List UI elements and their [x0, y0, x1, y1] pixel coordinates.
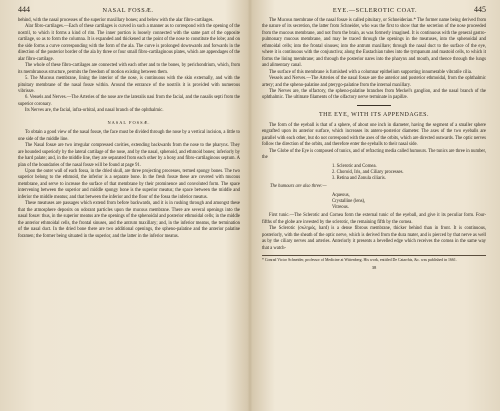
list-item: Vitreous. [332, 205, 349, 211]
paragraph: To obtain a good view of the nasal fossæ, the face must be divided through the nose by a vertical incision, a little to one side of the middle line. [18, 130, 240, 142]
right-page [250, 0, 500, 411]
right-running-head [262, 5, 486, 14]
paragraph: behind, with the nasal processes of the superior maxillary bones; and below with the alar fibro-cartilages. [18, 18, 214, 23]
left-running-title: NASAL FOSSÆ. [102, 7, 154, 14]
tunics-list [332, 164, 486, 183]
paragraph: First tunic.—The Sclerotic and Cornea form the external tunic of the eyeball, and give it its peculiar form. Four-fifths of the globe are invested by the sclerotic, the remaining fifth by the cornea. [262, 213, 486, 225]
left-page-number: 444 [18, 5, 30, 14]
list-item: 3. Retina and Zonula ciliaris. [332, 176, 386, 182]
list-item: Aqueous, [332, 192, 350, 198]
paragraph: The Mucous membrane of the nasal fossæ is called pituitary, or Schneiderian.* The former name being derived from the nature of its secretion, the latter from Schneider, who was the first to show that the secretion of the nose proceeded from the mucous membrane, and not from the brain, as was formerly imagined. It is continuous with the general gastro-pulmonary mucous membrane, and may be traced through the openings in the meatuses, into the sphenoidal and ethmoidal cells; into the frontal sinuses; into the antrum maxillare; through the nasal duct to the surface of the eye, where it is continuous with the conjunctiva; along the Eustachian tubes into the tympanum and mastoid cells, to which it forms the lining membrane; and through the posterior nares into the pharynx and mouth, and thence through the lungs and alimentary canal. [262, 18, 486, 69]
divider [357, 105, 391, 106]
list-item: 2. Choroid, Iris, and Ciliary processes. [332, 169, 404, 175]
list-item: Crystalline (lens), [332, 198, 366, 204]
paragraph: The Sclerotic (σκληρός, hard) is a dense fibrous membrane, thicker behind than in front. It is continuous, posteriorly, with the sheath of the optic nerve, which is derived from the dura mater, and is pierced by that nerve as well as by the ciliary nerves and arteries. Anteriorly it presents a bevelled edge which receives the cornea in the same way that a watch- [262, 226, 486, 251]
section-title: NASAL FOSSÆ. [107, 119, 151, 125]
paragraph: Vessels and Nerves.—The Arteries of the nasal fossæ are the anterior and posterior ethmoidal, from the ophthalmic artery; and the spheno-palatine and pterygo-palatine from the internal maxillary. [262, 76, 486, 88]
humours-list [332, 193, 486, 212]
paragraph: 5. The Mucous membrane, lining the interior of the nose, is continuous with the skin externally, and with the pituitary membrane of the nasal fossæ within. Around the entrance of the nostrils it is provided with numerous vibrissæ. [18, 76, 240, 94]
paragraph: Upon the outer wall of each fossa, in the dried skull, are three projecting processes, termed spongy bones. The two superior belong to the ethmoid, the inferior is a separate bone. In the fresh fossæ these are covered with mucous membrane, and serve to increase the surface of that membrane by their prominence and convoluted form. The space intervening between the superior and middle spongy bone is the superior meatus; the space between the middle and inferior the middle meatus; and that between the inferior and the floor of the fossa the inferior meatus. [18, 168, 240, 200]
right-page-number: 445 [474, 5, 486, 14]
paragraph: The Globe of the Eye is composed of tunics, and of refracting media called humours. The tunics are three in number, the [262, 148, 486, 161]
paragraph: Alar fibro-cartilages.—Each of these cartilages is curved in such a manner as to correspond with the opening of the nostril, to which it forms a kind of rim. The inner portion is loosely connected with the same part of the opposite cartilage, so as to form the columna. It is expanded and thickened at the point of the nose to constitute the lobe; and on the side forms a curve corresponding with the form of the ala. The curve is prolonged downwards and forwards in the direction of the posterior border of the ala by three or four small fibro-cartilaginous plates, which are appendages of the alar fibro-cartilage. [18, 24, 240, 62]
list-item: 1. Sclerotic and Cornea. [332, 163, 377, 169]
paragraph: The whole of these fibro-cartilages are connected with each other and to the bones, by perichondrium, which, from its membranous structure, permits the freedom of motion existing between them. [18, 63, 240, 75]
right-page-body [262, 18, 486, 272]
chapter-title: THE EYE, WITH ITS APPENDAGES. [318, 112, 430, 119]
paragraph: 6. Vessels and Nerves.—The Arteries of the nose are the lateralis nasi from the facial, and the nasalis septi from the superior coronary. [18, 95, 240, 107]
humours-label: The humours are also three:— [270, 184, 327, 190]
paragraph: The surface of this membrane is furnished with a columnar epithelium supporting innumerable vibratile cilia. [269, 69, 472, 75]
signature-folio: 38 [371, 265, 377, 271]
paragraph: Its Nerves are, the facial, infra-orbital, and nasal branch of the ophthalmic. [25, 108, 164, 114]
left-page-body [18, 18, 240, 240]
paragraph: The Nerves are, the olfactory, the spheno-palatine branches from Meckel's ganglion, and the nasal branch of the ophthalmic. The ultimate filaments of the olfactory nerve terminate in papillæ. [262, 88, 486, 101]
right-running-title: EYE.—SCLEROTIC COAT. [332, 7, 418, 14]
paragraph: The Nasal fossæ are two irregular compressed cavities, extending backwards from the nose to the pharynx. They are bounded superiorly by the lateral cartilage of the nose, and by the nasal, sphenoid, and ethmoid bones; inferiorly by the hard palate; and, in the middle line, they are separated from each other by a bony and fibro-cartilaginous septum. A plan of the boundaries of the nasal fossæ will be found at page 91. [18, 143, 240, 168]
paragraph: The form of the eyeball is that of a sphere, of about one inch in diameter, having the segment of a smaller sphere engrafted upon its anterior surface, which increases its antero-posterior diameter. The axes of the two eyeballs are parallel with each other, but do not correspond with the axes of the orbits, which are directed outwards. The optic nerves follow the direction of the orbits, and therefore enter the eyeballs to their nasal side. [262, 122, 486, 148]
footnote: * Conrad Victor Schneider, professor of Medicine at Wittenberg. His work, entitled De Catarrhis, &c. was published in 1661. [262, 255, 486, 263]
left-running-head [18, 5, 240, 14]
paragraph: These meatuses are passages which extend from before backwards, and it is in rushing through and amongst these that the atmosphere deposits on odorant particles upon the mucous membrane. There are several openings into the nasal fossæ: thus, in the superior meatus are the openings of the sphenoidal and posterior ethmoidal cells; in the middle the anterior ethmoidal cells, the frontal sinuses, and the antrum maxillary; and, in the inferior meatus, the termination of the nasal duct. In the dried bone there are two additional openings, the spheno-palatine and the anterior palatine foramen; the former being situated in the superior, and the latter in the inferior meatus. [18, 201, 240, 239]
